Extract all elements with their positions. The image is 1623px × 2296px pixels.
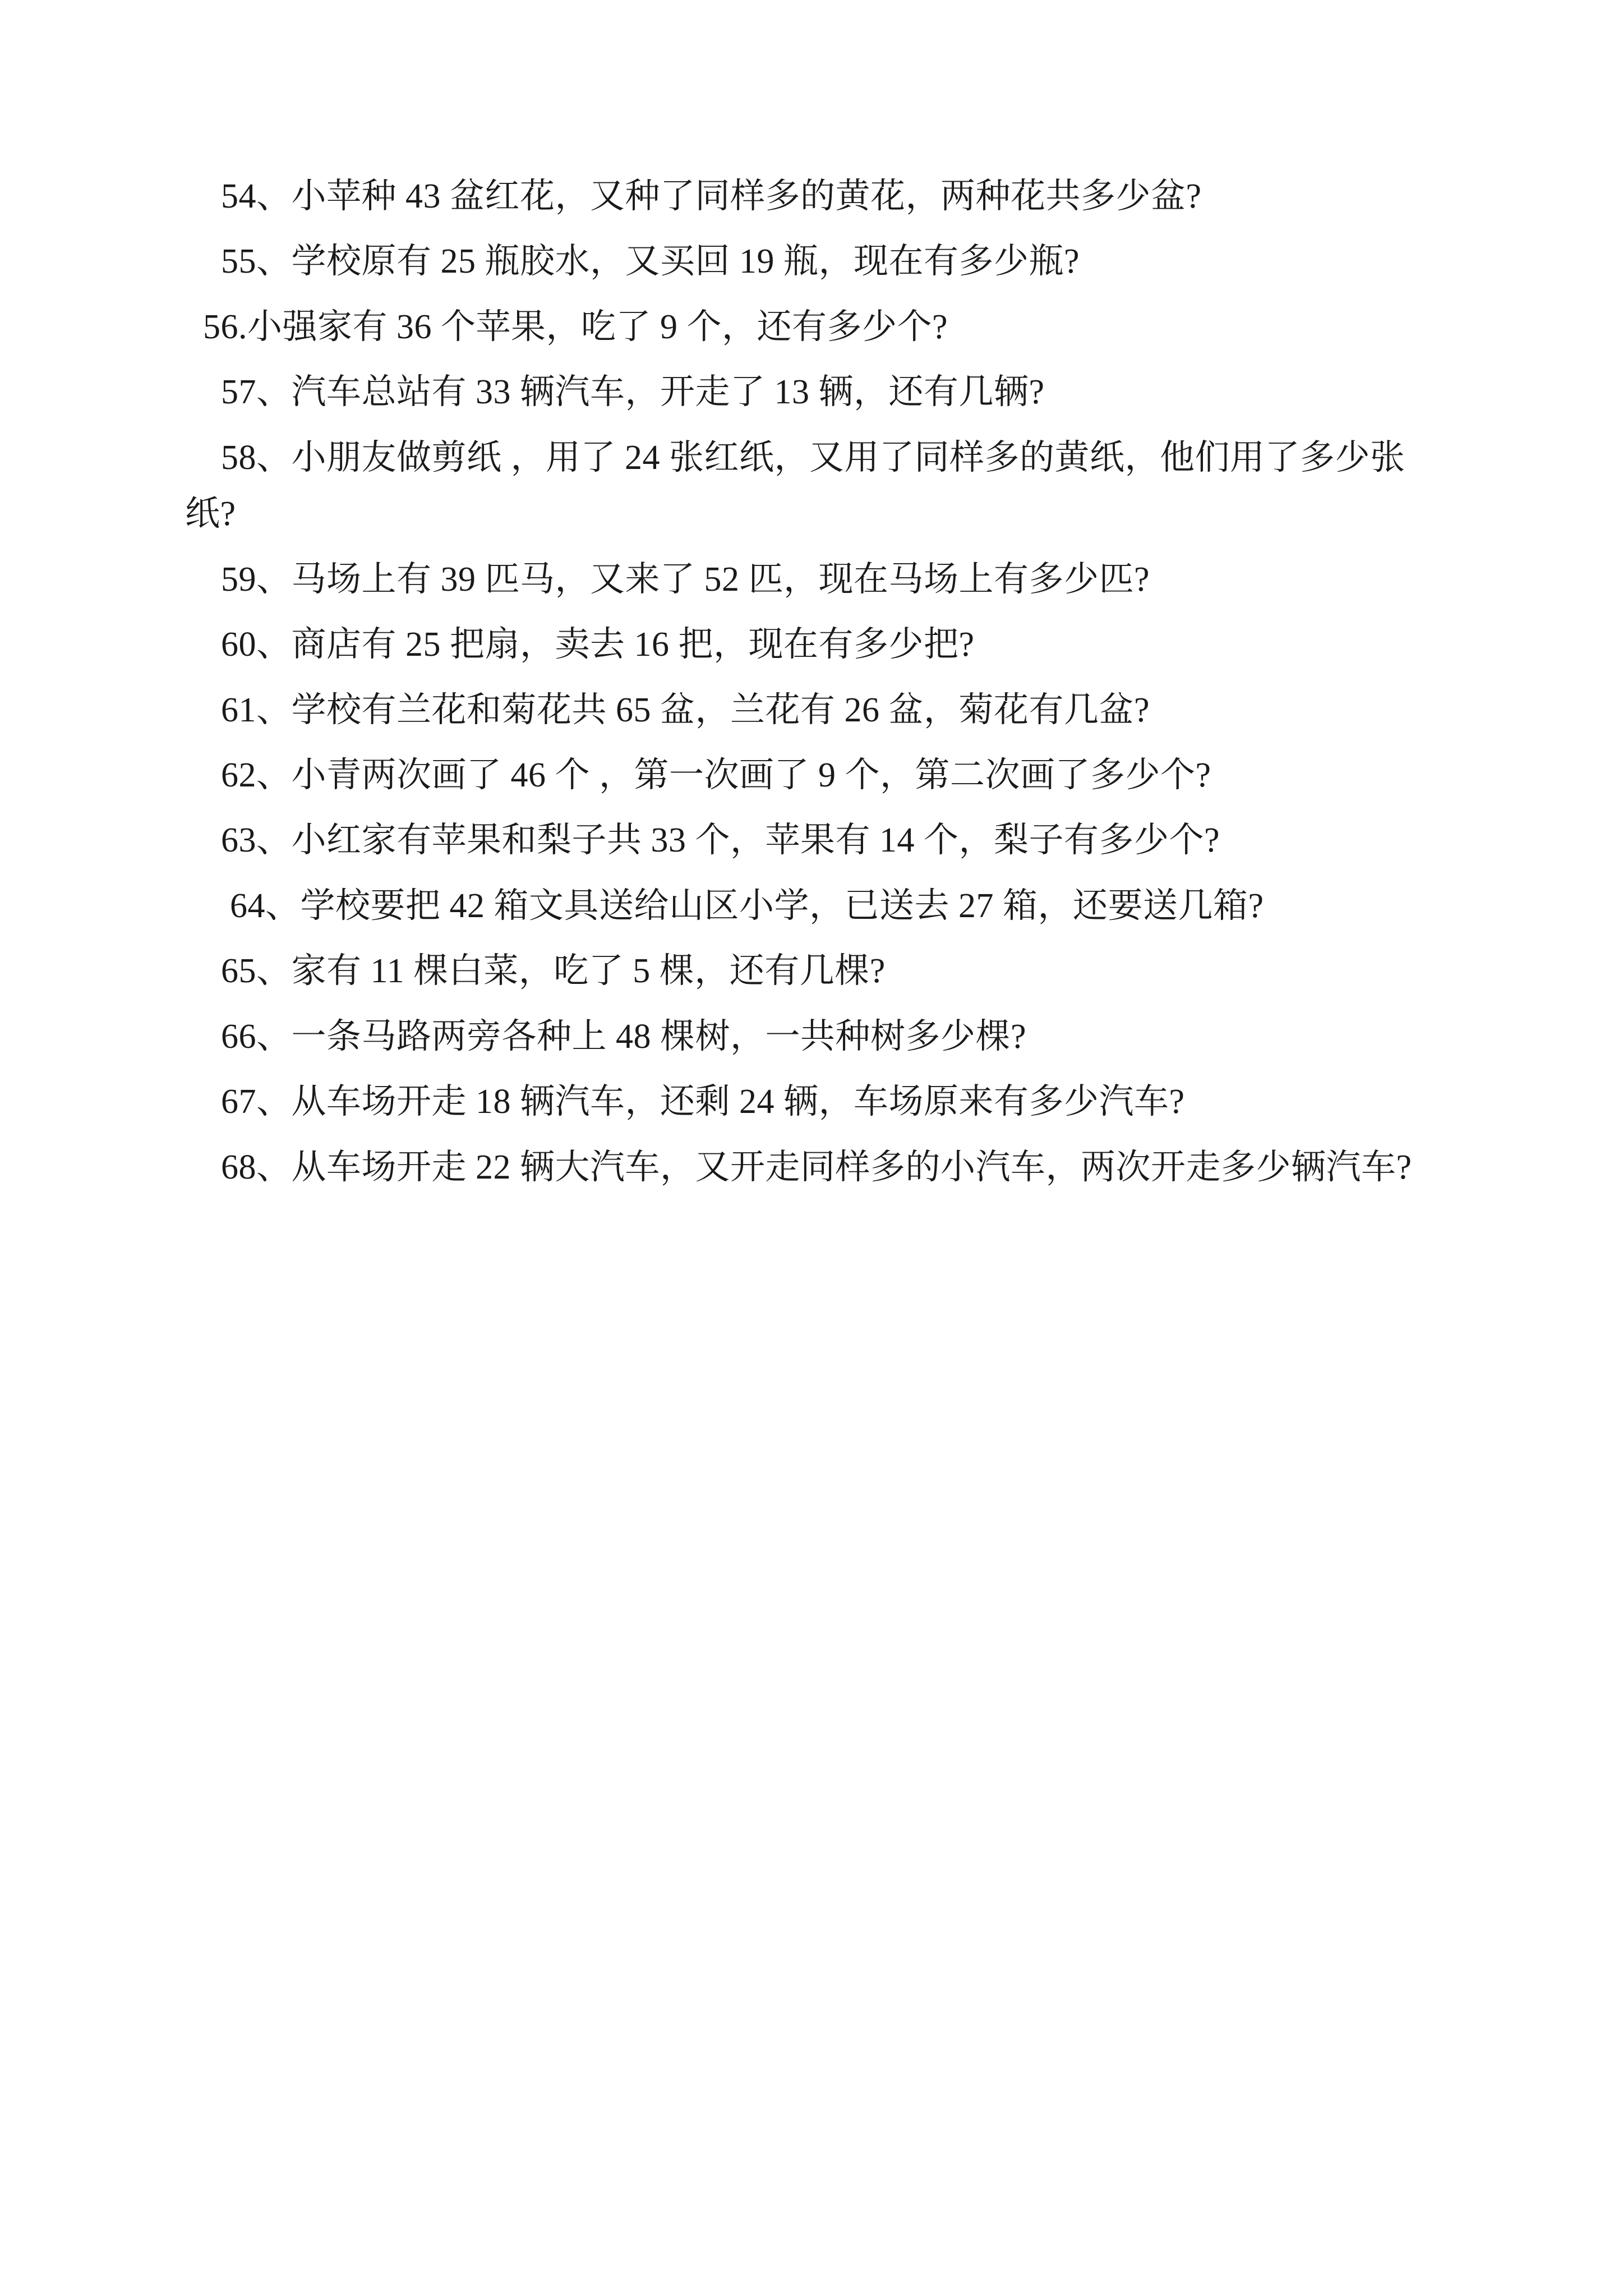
question-paragraph: 56.小强家有 36 个苹果，吃了 9 个，还有多少个? xyxy=(185,307,948,346)
question-paragraph: 63、小红家有苹果和梨子共 33 个，苹果有 14 个，梨子有多少个? xyxy=(185,821,1220,860)
question-paragraph: 61、学校有兰花和菊花共 65 盆，兰花有 26 盆，菊花有几盆? xyxy=(185,691,1150,729)
question-paragraph: 62、小青两次画了 46 个 ，第一次画了 9 个，第二次画了多少个? xyxy=(185,756,1211,794)
question-paragraph: 58、小朋友做剪纸 ，用了 24 张红纸，又用了同样多的黄纸，他们用了多少张纸? xyxy=(185,438,1405,533)
question-paragraph: 64、学校要把 42 箱文具送给山区小学，已送去 27 箱，还要送几箱? xyxy=(185,886,1264,925)
question-paragraph: 57、汽车总站有 33 辆汽车，开走了 13 辆，还有几辆? xyxy=(185,373,1045,412)
question-paragraph: 60、商店有 25 把扇，卖去 16 把，现在有多少把? xyxy=(185,625,975,664)
question-paragraph: 67、从车场开走 18 辆汽车，还剩 24 辆，车场原来有多少汽车? xyxy=(185,1083,1185,1121)
question-paragraph: 59、马场上有 39 匹马，又来了 52 匹，现在马场上有多少匹? xyxy=(185,560,1150,599)
question-paragraph: 68、从车场开走 22 辆大汽车，又开走同样多的小汽车，两次开走多少辆汽车? xyxy=(185,1148,1412,1186)
question-paragraph: 54、小苹种 43 盆红花，又种了同样多的黄花，两种花共多少盆? xyxy=(185,177,1202,215)
question-paragraph: 66、一条马路两旁各种上 48 棵树，一共种树多少棵? xyxy=(185,1017,1027,1056)
document-body xyxy=(185,168,1436,1204)
question-paragraph: 65、家有 11 棵白菜，吃了 5 棵，还有几棵? xyxy=(185,952,886,991)
question-paragraph: 55、学校原有 25 瓶胶水，又买回 19 瓶，现在有多少瓶? xyxy=(185,242,1080,281)
